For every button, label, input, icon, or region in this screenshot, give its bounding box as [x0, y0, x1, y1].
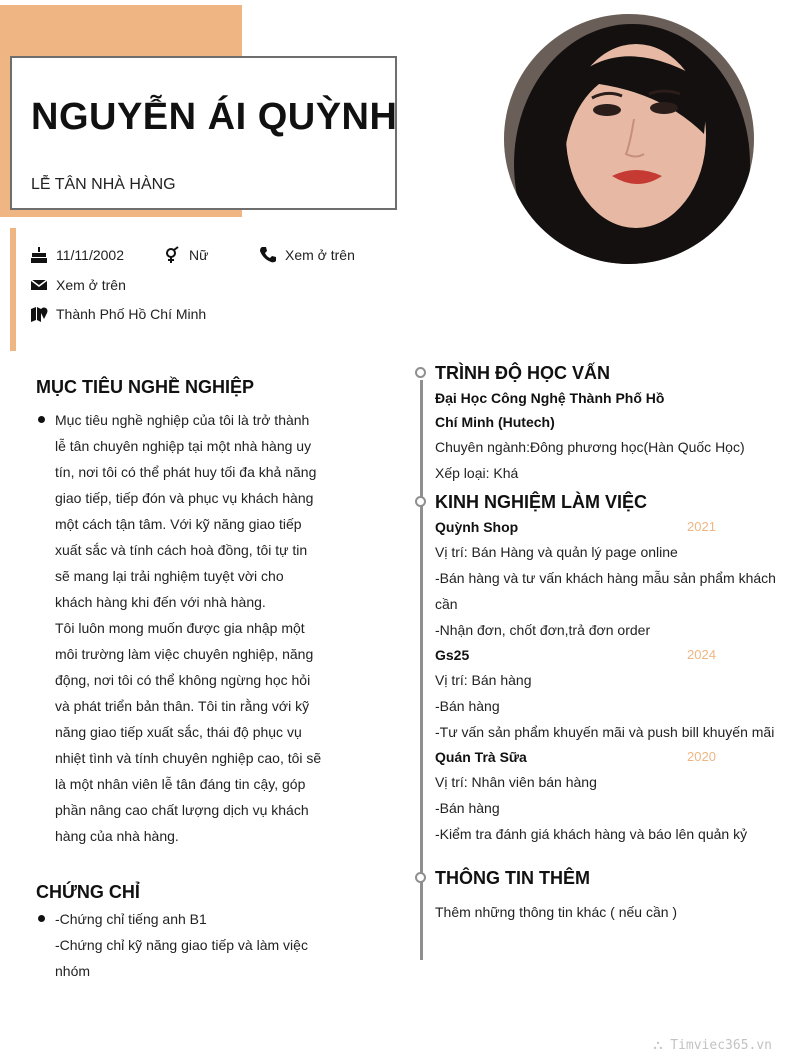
name-box [10, 56, 397, 210]
objective-bullet [38, 416, 45, 423]
certificates-title: CHỨNG CHỈ [36, 882, 140, 902]
job-year: 2021 [687, 519, 716, 534]
additional-title: THÔNG TIN THÊM [435, 868, 590, 888]
additional-text: Thêm những thông tin khác ( nếu cần ) [435, 904, 678, 920]
experience-dot [415, 496, 426, 507]
additional-dot [415, 872, 426, 883]
education-grade: Xếp loại: Khá [435, 465, 519, 481]
certificates-bullet [38, 915, 45, 922]
watermark: ⛬ Timviec365.vn [653, 1038, 772, 1053]
gender-row [163, 246, 208, 264]
address-row [30, 305, 206, 323]
certificates-text [55, 906, 321, 984]
birthday-row [30, 246, 124, 264]
objective-line: một cách tận tâm. Với kỹ năng giao tiếp [55, 516, 302, 532]
job-detail: cần [435, 596, 458, 612]
phone-value[interactable]: Xem ở trên [285, 247, 355, 263]
objective-line: hàng của nhà hàng. [55, 828, 179, 844]
education-dot [415, 367, 426, 378]
contact-accent-bar [10, 228, 16, 351]
objective-line: sẽ mang lại trải nghiệm tuyệt vời cho [55, 568, 284, 584]
objective-title: MỤC TIÊU NGHỀ NGHIỆP [36, 377, 255, 397]
job-detail: Vị trí: Nhân viên bán hàng [435, 774, 597, 790]
email-row [30, 276, 126, 294]
job-year: 2024 [687, 647, 716, 662]
objective-line: Tôi luôn mong muốn được gia nhập một [55, 620, 305, 636]
job-company: Quán Trà Sữa [435, 749, 527, 765]
envelope-icon [30, 276, 48, 294]
phone-row [259, 246, 355, 264]
job-detail: -Tư vấn sản phẩm khuyến mãi và push bill khuyến mãi [435, 724, 775, 740]
job-detail: -Bán hàng [435, 698, 500, 714]
portrait-illustration [504, 14, 754, 264]
objective-line: giao tiếp, tiếp đón và phục vụ khách hàng [55, 490, 314, 506]
birthday-cake-icon [30, 246, 48, 264]
certificate-line: -Chứng chỉ tiếng anh B1 [55, 911, 207, 927]
objective-line: xuất sắc và tính cách hoà đồng, tôi tự tin [55, 542, 308, 558]
job-company: Gs25 [435, 647, 470, 663]
gender-value: Nữ [189, 247, 209, 263]
job-year: 2020 [687, 749, 716, 764]
objective-line: lễ tân chuyên nghiệp tại một nhà hàng uy [55, 438, 312, 454]
address-value: Thành Phố Hồ Chí Minh [56, 306, 207, 322]
job-title: LỄ TÂN NHÀ HÀNG [31, 176, 176, 193]
objective-line: tín, nơi tôi có thể phát huy tối đa khả năng [55, 464, 317, 480]
job-detail: Vị trí: Bán Hàng và quản lý page online [435, 544, 678, 560]
objective-line: là một nhân viên lễ tân đáng tin cậy, góp [55, 776, 306, 792]
objective-line: khách hàng khi đến với nhà hàng. [55, 594, 266, 610]
objective-line: Mục tiêu nghề nghiệp của tôi là trở thành [55, 412, 310, 428]
objective-text [55, 407, 321, 849]
objective-line: năng giao tiếp xuất sắc, thái độ phục vụ [55, 724, 302, 740]
job-detail: -Bán hàng và tư vấn khách hàng mẫu sản phẩm khách [435, 570, 776, 586]
objective-line: nhiệt tình và tính chuyên nghiệp cao, tôi sẽ [55, 750, 322, 766]
job-company: Quỳnh Shop [435, 519, 519, 535]
education-school-line1: Đại Học Công Nghệ Thành Phố Hồ [435, 390, 665, 406]
education-major: Chuyên ngành:Đông phương học(Hàn Quốc Học) [435, 439, 745, 455]
gender-icon [163, 246, 181, 264]
email-value[interactable]: Xem ở trên [56, 277, 126, 293]
job-detail: -Bán hàng [435, 800, 500, 816]
objective-line: và phát triển bản thân. Tôi tin rằng với kỹ [55, 698, 310, 714]
birthday-value: 11/11/2002 [56, 247, 124, 263]
education-title: TRÌNH ĐỘ HỌC VẤN [435, 363, 610, 383]
profile-photo [504, 14, 754, 264]
phone-icon [259, 246, 277, 264]
objective-line: môi trường làm việc chuyên nghiệp, năng [55, 646, 314, 662]
education-school-line2: Chí Minh (Hutech) [435, 414, 555, 430]
objective-line: động, nơi tôi có thể không ngừng học hỏi [55, 672, 311, 688]
map-pin-icon [30, 305, 48, 323]
job-detail: Vị trí: Bán hàng [435, 672, 532, 688]
certificate-line: -Chứng chỉ kỹ năng giao tiếp và làm việc [55, 937, 308, 953]
experience-title: KINH NGHIỆM LÀM VIỆC [435, 492, 648, 512]
full-name: NGUYỄN ÁI QUỲNH [31, 96, 398, 138]
certificate-line: nhóm [55, 963, 91, 979]
job-detail: -Kiểm tra đánh giá khách hàng và báo lên quản kỷ [435, 826, 748, 842]
job-detail: -Nhận đơn, chốt đơn,trả đơn order [435, 622, 651, 638]
objective-line: phần nâng cao chất lượng dịch vụ khách [55, 802, 309, 818]
watermark-text: Timviec365.vn [670, 1038, 772, 1053]
